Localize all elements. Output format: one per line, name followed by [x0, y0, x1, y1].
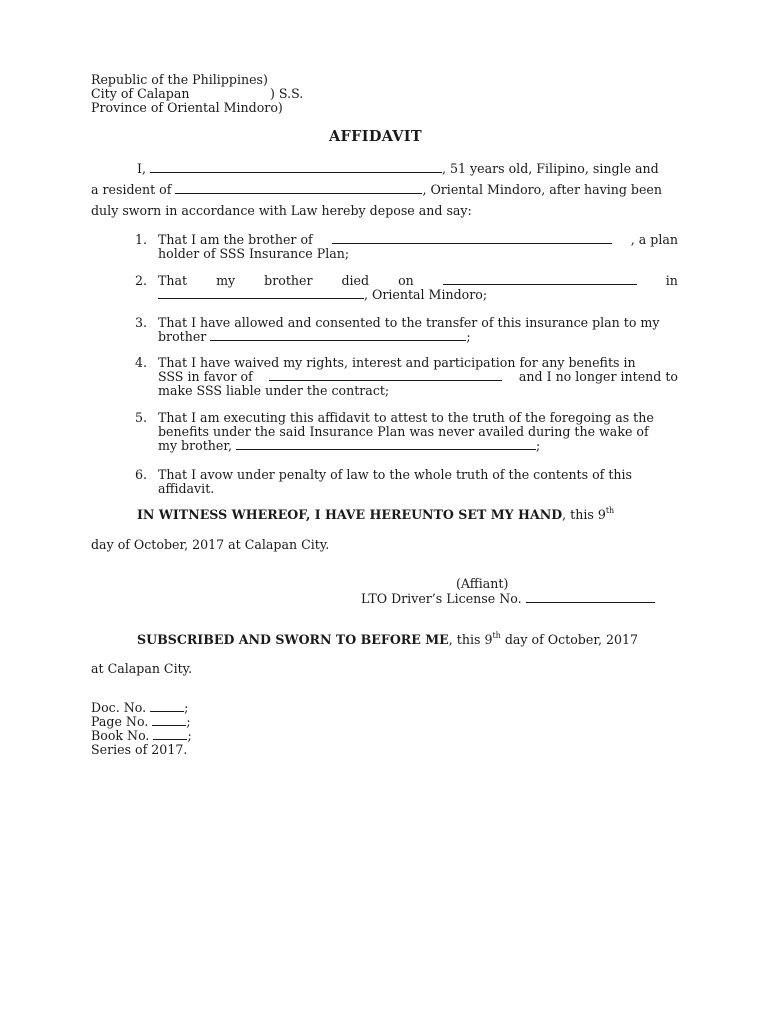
book-no-line: [91, 728, 192, 743]
witness-line-1: [137, 507, 614, 522]
header-city-name: City of Calapan: [91, 86, 190, 101]
witness-th: th: [605, 506, 615, 515]
item-4-sss-favor: SSS in favor of: [158, 369, 253, 384]
item-5-line-3: [158, 438, 540, 453]
item-4-line-2: [158, 369, 678, 384]
license-number-blank[interactable]: [526, 591, 655, 603]
beneficiary-blank[interactable]: [269, 369, 502, 381]
item-5-number: 5.: [134, 410, 147, 425]
header-province: Province of Oriental Mindoro): [91, 100, 283, 115]
witness-this: , this 9: [562, 507, 606, 522]
book-no-blank[interactable]: [153, 728, 187, 740]
item-2-number: 2.: [134, 273, 147, 288]
item-2-word-my: my: [216, 273, 236, 288]
subscribed-date: day of October, 2017: [500, 632, 639, 647]
death-date-blank[interactable]: [443, 273, 637, 285]
subscribed-line-2: at Calapan City.: [91, 661, 193, 676]
subscribed-th: th: [492, 631, 501, 640]
item-5-line-2: benefits under the said Insurance Plan was never availed during the wake of: [158, 424, 649, 439]
subscribed-line-1: [137, 632, 638, 647]
subscribed-bold: SUBSCRIBED AND SWORN TO BEFORE ME: [137, 632, 449, 647]
witness-bold: IN WITNESS WHEREOF, I HAVE HEREUNTO SET MY HAND: [137, 507, 563, 522]
page-no-line: [91, 714, 191, 729]
affiant-name-blank[interactable]: [150, 161, 442, 173]
doc-no-blank[interactable]: [150, 700, 184, 712]
item-1-line-2: holder of SSS Insurance Plan;: [158, 246, 350, 261]
license-label: LTO Driver’s License No.: [361, 591, 522, 606]
intro-line-2: [91, 182, 662, 197]
item-5-line-1: That I am executing this affidavit to attest to the truth of the foregoing as the: [158, 410, 654, 425]
transferee-blank[interactable]: [210, 329, 466, 341]
intro-age-text: , 51 years old, Filipino, single and: [442, 161, 659, 176]
doc-no-label: Doc. No.: [91, 700, 147, 715]
item-2-line-2: [158, 287, 487, 302]
witness-line-2: day of October, 2017 at Calapan City.: [91, 537, 330, 552]
item-4-line-1: That I have waived my rights, interest and participation for any benefits in: [158, 355, 636, 370]
subscribed-this: , this 9: [448, 632, 493, 647]
intro-line-3: duly sworn in accordance with Law hereby depose and say:: [91, 203, 472, 218]
intro-i: I,: [137, 161, 146, 176]
license-line: [361, 591, 655, 606]
page-no-label: Page No.: [91, 714, 149, 729]
brother-name-blank[interactable]: [332, 232, 612, 244]
page-no-end: ;: [186, 714, 191, 729]
item-3-line-2: [158, 329, 471, 344]
intro-oriental: , Oriental Mindoro, after having been: [422, 182, 662, 197]
book-no-end: ;: [187, 728, 192, 743]
item-2-oriental: , Oriental Mindoro;: [364, 287, 488, 302]
header-city: [91, 86, 189, 101]
item-1-line-1: [158, 232, 678, 247]
item-3-brother: brother: [158, 329, 207, 344]
item-2-line-1: [158, 273, 678, 288]
page-no-blank[interactable]: [152, 714, 186, 726]
book-no-label: Book No.: [91, 728, 150, 743]
item-4-no-longer: and I no longer intend to: [518, 369, 678, 384]
header-republic: Republic of the Philippines): [91, 72, 268, 87]
residence-blank[interactable]: [175, 182, 422, 194]
item-5-semicolon: ;: [536, 438, 541, 453]
item-6-number: 6.: [134, 467, 147, 482]
item-2-word-in: in: [665, 273, 678, 288]
series-line: Series of 2017.: [91, 742, 188, 757]
item-1-number: 1.: [134, 232, 147, 247]
item-2-word-that: That: [158, 273, 188, 288]
item-2-word-brother: brother: [264, 273, 313, 288]
intro-line-1: [137, 161, 659, 176]
item-3-line-1: That I have allowed and consented to the transfer of this insurance plan to my: [158, 315, 660, 330]
item-1-plan: , a plan: [630, 232, 678, 247]
item-6-line-2: affidavit.: [158, 481, 215, 496]
item-2-word-died: died: [341, 273, 370, 288]
item-5-my-brother: my brother,: [158, 438, 232, 453]
doc-no-end: ;: [184, 700, 189, 715]
item-3-number: 3.: [134, 315, 147, 330]
brother-wake-blank[interactable]: [236, 438, 536, 450]
item-6-line-1: That I avow under penalty of law to the whole truth of the contents of this: [158, 467, 632, 482]
item-4-number: 4.: [134, 355, 147, 370]
intro-resident: a resident of: [91, 182, 172, 197]
affiant-label: (Affiant): [456, 576, 509, 591]
header-ss: ) S.S.: [270, 86, 304, 101]
death-place-blank[interactable]: [158, 287, 364, 299]
document-title: AFFIDAVIT: [329, 128, 422, 145]
item-3-semicolon: ;: [466, 329, 471, 344]
item-2-word-on: on: [398, 273, 414, 288]
doc-no-line: [91, 700, 188, 715]
item-1-text: That I am the brother of: [158, 232, 313, 247]
item-4-line-3: make SSS liable under the contract;: [158, 383, 390, 398]
